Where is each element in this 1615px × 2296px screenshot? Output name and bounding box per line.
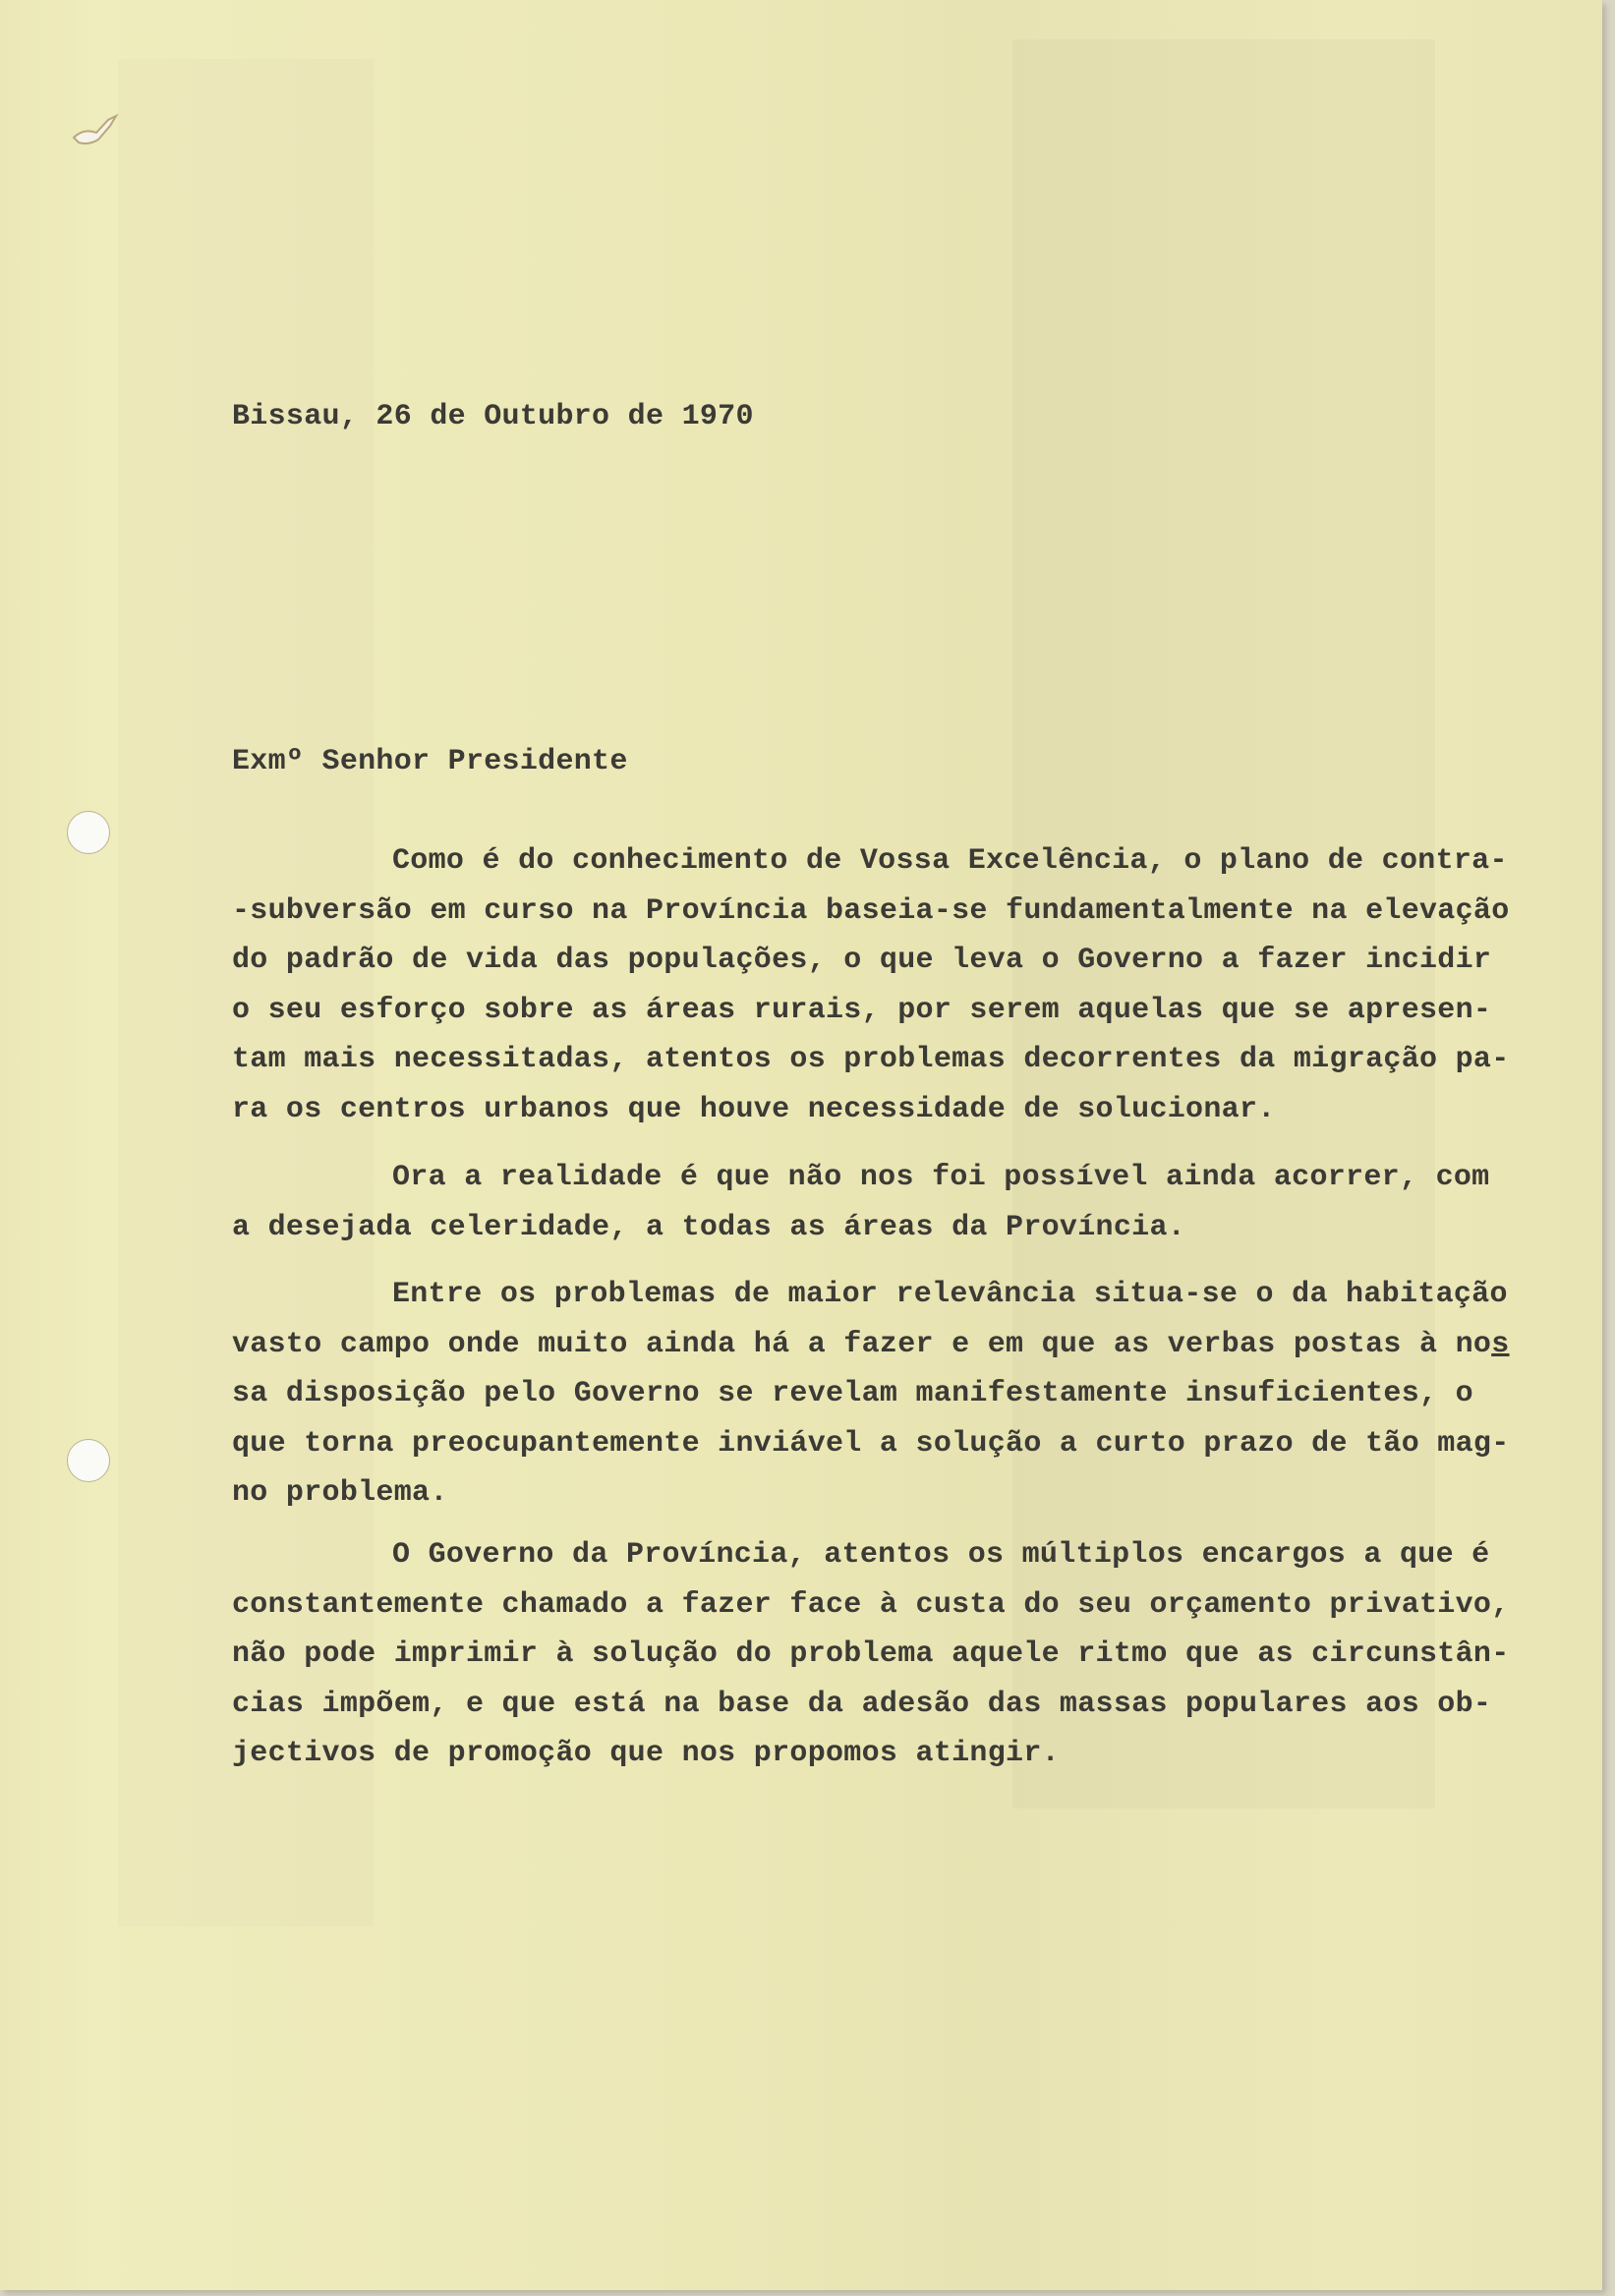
text-line: no problema.	[232, 1476, 448, 1511]
paragraph-1	[232, 836, 1510, 1135]
text-line: Entre os problemas de maior relevância situa-se o da habitação	[392, 1278, 1508, 1311]
text-line: a desejada celeridade, a todas as áreas da Província.	[232, 1210, 1186, 1244]
paper-tear-mark-icon	[69, 98, 128, 157]
text-line: jectivos de promoção que nos propomos atingir.	[232, 1737, 1060, 1771]
punch-hole	[67, 811, 110, 854]
text-line: ra os centros urbanos que houve necessidade de solucionar.	[232, 1092, 1276, 1126]
text-line: O Governo da Província, atentos os múltiplos encargos a que é	[392, 1538, 1490, 1572]
text-line: sa disposição pelo Governo se revelam manifestamente insuficientes, o	[232, 1377, 1473, 1411]
text-line: do padrão de vida das populações, o que leva o Governo a fazer incidir	[232, 944, 1492, 978]
text-line: Como é do conhecimento de Vossa Excelência, o plano de contra-	[392, 844, 1508, 878]
punch-hole	[67, 1439, 110, 1482]
text-line: -subversão em curso na Província baseia-se fundamentalmente na elevação	[232, 893, 1510, 928]
text-line-underlined-end: vasto campo onde muito ainda há a fazer e em que as verbas postas à nos	[232, 1327, 1510, 1361]
text-line: o seu esforço sobre as áreas rurais, por serem aquelas que se apresen-	[232, 993, 1492, 1027]
text-line: que torna preocupantemente inviável a solução a curto prazo de tão mag-	[232, 1426, 1510, 1461]
paragraph-3	[232, 1270, 1510, 1519]
text-line: não pode imprimir à solução do problema aquele ritmo que as circunstân-	[232, 1637, 1510, 1672]
text-line: Ora a realidade é que não nos foi possível ainda acorrer, com	[392, 1161, 1490, 1194]
text-line: tam mais necessitadas, atentos os problemas decorrentes da migração pa-	[232, 1043, 1510, 1077]
text-line: constantemente chamado a fazer face à custa do seu orçamento privativo,	[232, 1587, 1510, 1622]
paragraph-2	[232, 1153, 1489, 1252]
date-line: Bissau, 26 de Outubro de 1970	[232, 400, 754, 433]
paragraph-4	[232, 1530, 1510, 1779]
text-line: cias impõem, e que está na base da adesão das massas populares aos ob-	[232, 1687, 1492, 1721]
salutation: Exmº Senhor Presidente	[232, 745, 628, 778]
